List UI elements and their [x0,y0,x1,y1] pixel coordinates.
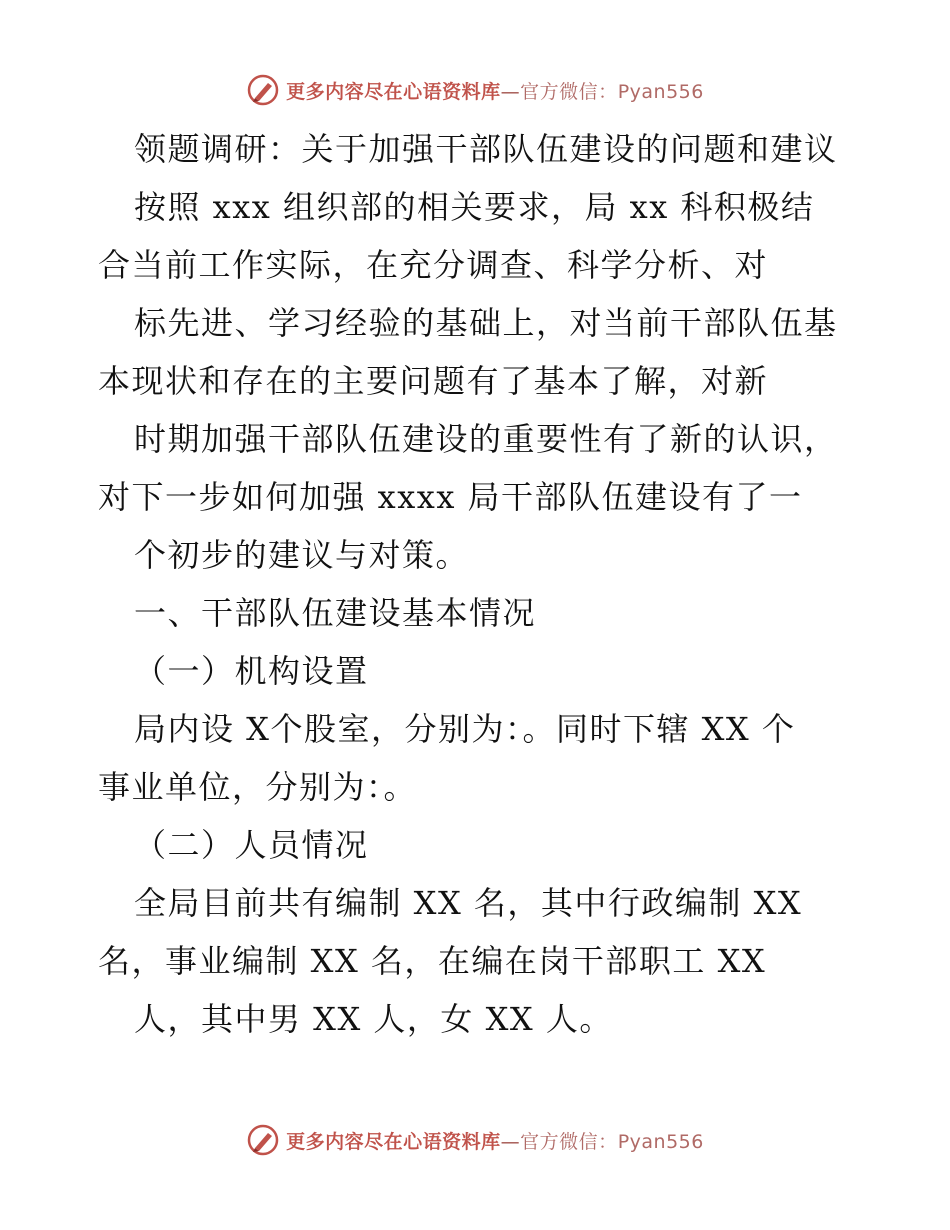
watermark-text: 更多内容尽在心语资料库—官方微信：Pyan556 [286,80,704,103]
subsection-heading: （一）机构设置 [134,652,369,690]
paragraph-line: 事业单位，分别为：。 [98,768,418,806]
paragraph-line: 个初步的建议与对策。 [134,536,470,574]
paragraph-line: 合当前工作实际，在充分调查、科学分析、对 [98,246,769,284]
paragraph-line: 对下一步如何加强 xxxx 局干部队伍建设有了一 [98,478,803,516]
red-pen-logo-icon [246,73,280,107]
section-heading: 一、干部队伍建设基本情况 [134,594,537,632]
red-pen-logo-icon [246,1123,280,1157]
watermark-text: 更多内容尽在心语资料库—官方微信：Pyan556 [286,1130,704,1153]
paragraph-line: 时期加强干部队伍建设的重要性有了新的认识， [134,420,838,458]
paragraph-line: 标先进、学习经验的基础上，对当前干部队伍基 [134,304,838,342]
paragraph-line: 局内设 X个股室，分别为：。同时下辖 XX 个 [134,710,796,748]
document-title: 领题调研：关于加强干部队伍建设的问题和建议 [134,130,838,168]
header-watermark [0,70,950,110]
paragraph-line: 全局目前共有编制 XX 名，其中行政编制 XX [134,884,803,922]
paragraph-line: 本现状和存在的主要问题有了基本了解，对新 [98,362,769,400]
paragraph-line: 按照 xxx 组织部的相关要求，局 xx 科积极结 [134,188,815,226]
subsection-heading: （二）人员情况 [134,826,369,864]
footer-watermark [0,1120,950,1160]
paragraph-line: 人，其中男 XX 人，女 XX 人。 [134,1000,613,1038]
paragraph-line: 名，事业编制 XX 名，在编在岗干部职工 XX [98,942,767,980]
